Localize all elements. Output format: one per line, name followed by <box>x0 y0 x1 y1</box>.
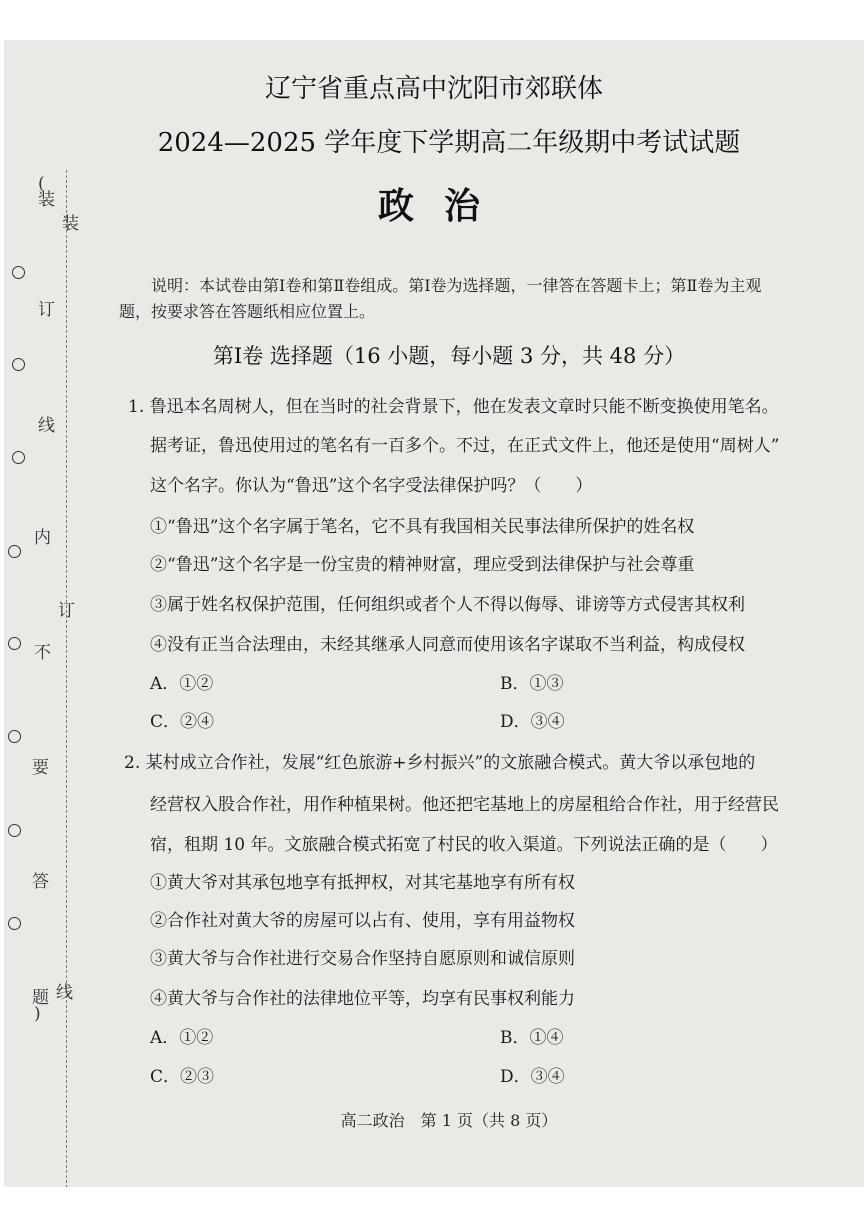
binding-char-inner: 线 <box>56 983 73 1003</box>
question-2-statement: ③黄大爷与合作社进行交易合作坚持自愿原则和诚信原则 <box>150 949 575 969</box>
binding-char: 答 <box>32 872 49 892</box>
binding-char: ( <box>38 174 45 194</box>
instructions: 说明：本试卷由第Ⅰ卷和第Ⅱ卷组成。第Ⅰ卷为选择题，一律答在答题卡上；第Ⅱ卷为主观题，按要求答在答题纸相应位置上。 <box>119 276 762 321</box>
question-2-statement: ④黄大爷与合作社的法律地位平等，均享有民事权利能力 <box>150 989 575 1009</box>
binding-hole-circle <box>8 545 21 558</box>
binding-hole-circle <box>8 730 21 743</box>
exam-title: 2024—2025 学年度下学期高二年级期中考试试题 <box>157 128 741 158</box>
subject-title: 政治 <box>377 185 510 227</box>
page-footer: 高二政治 第 1 页（共 8 页） <box>340 1111 558 1130</box>
question-1-statement: ④没有正当合法理由，未经其继承人同意而使用该名字谋取不当利益，构成侵权 <box>150 635 745 655</box>
binding-hole-circle <box>8 637 21 650</box>
binding-char: 要 <box>32 758 49 778</box>
question-1-stem-line: 1. 鲁迅本名周树人，但在当时的社会背景下，他在发表文章时只能不断变换使用笔名。 <box>128 397 779 417</box>
question-2-option-b[interactable]: B．①④ <box>500 1028 564 1048</box>
question-1-statement: ②“鲁迅”这个名字是一份宝贵的精神财富，理应受到法律保护与社会尊重 <box>150 555 695 575</box>
question-1-option-a[interactable]: A．①② <box>150 674 214 694</box>
binding-hole-circle <box>8 917 21 930</box>
question-1-statement: ①“鲁迅”这个名字属于笔名，它不具有我国相关民事法律所保护的姓名权 <box>150 517 695 537</box>
question-2-stem-line: 2. 某村成立合作社，发展“红色旅游+乡村振兴”的文旅融合模式。黄大爷以承包地的 <box>124 753 756 773</box>
question-2-option-c[interactable]: C．②③ <box>150 1067 215 1087</box>
question-1-option-c[interactable]: C．②④ <box>150 712 215 732</box>
question-1-stem-line: 这个名字。你认为“鲁迅”这个名字受法律保护吗？（ ） <box>150 476 593 496</box>
question-2-statement: ①黄大爷对其承包地享有抵押权，对其宅基地享有所有权 <box>150 873 575 893</box>
question-1-statement: ③属于姓名权保护范围，任何组织或者个人不得以侮辱、诽谤等方式侵害其权利 <box>150 595 745 615</box>
binding-char-inner: 装 <box>62 214 79 234</box>
binding-char: 订 <box>38 300 55 320</box>
binding-char: 内 <box>34 528 51 548</box>
question-1-stem-line: 据考证，鲁迅使用过的笔名有一百多个。不过，在正式文件上，他还是使用“周树人” <box>150 436 780 456</box>
binding-hole-circle <box>12 451 25 464</box>
binding-char: ) <box>34 1004 41 1024</box>
binding-char: 装 <box>38 190 55 210</box>
question-2-option-d[interactable]: D．③④ <box>500 1067 565 1087</box>
binding-char: 题 <box>32 988 49 1008</box>
question-2-stem-line: 宿，租期 10 年。文旅融合模式拓宽了村民的收入渠道。下列说法正确的是（ ） <box>150 835 778 855</box>
binding-char: 线 <box>38 416 55 436</box>
binding-hole-circle <box>8 824 21 837</box>
binding-hole-circle <box>12 266 25 279</box>
section-title: 第Ⅰ卷 选择题（16 小题，每小题 3 分，共 48 分） <box>212 344 686 368</box>
school-title: 辽宁省重点高中沈阳市郊联体 <box>264 74 603 104</box>
question-1-option-b[interactable]: B．①③ <box>500 674 564 694</box>
exam-paper <box>4 40 864 1187</box>
question-2-option-a[interactable]: A．①② <box>150 1028 214 1048</box>
question-2-statement: ②合作社对黄大爷的房屋可以占有、使用，享有用益物权 <box>150 911 575 931</box>
binding-dashed-line <box>66 170 67 1187</box>
binding-char-inner: 订 <box>58 601 75 621</box>
binding-char: 不 <box>34 643 51 663</box>
question-2-stem-line: 经营权入股合作社，用作种植果树。他还把宅基地上的房屋租给合作社，用于经营民 <box>150 795 779 815</box>
question-1-option-d[interactable]: D．③④ <box>500 712 565 732</box>
